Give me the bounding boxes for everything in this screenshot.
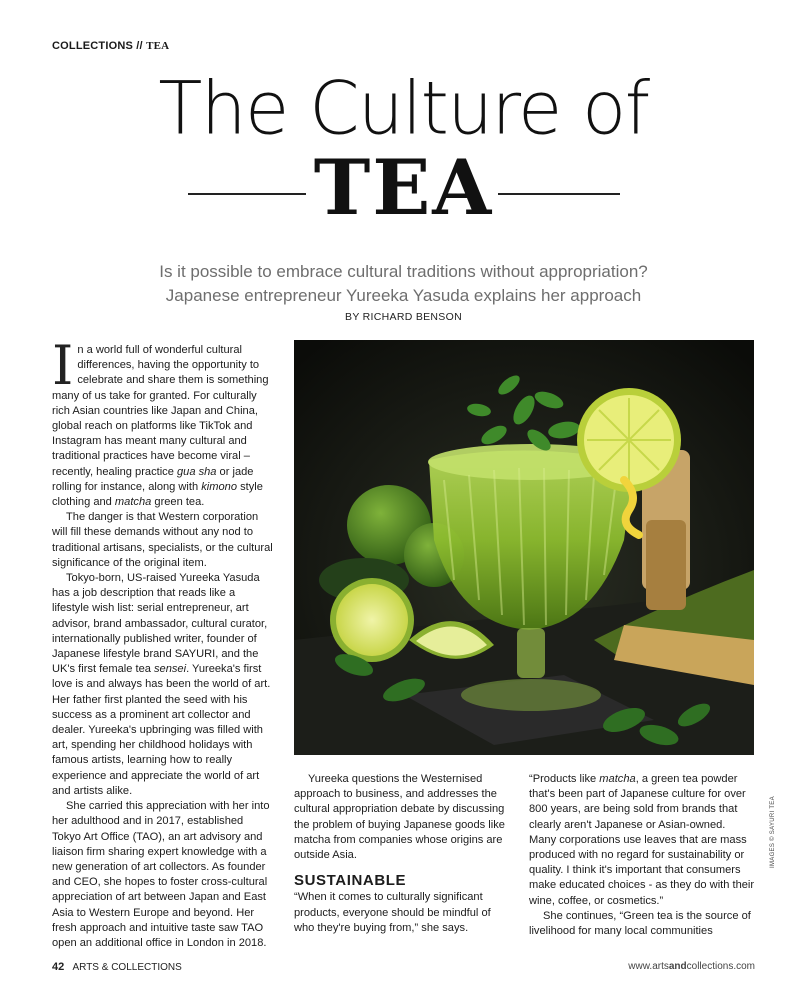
paragraph: She carried this appreciation with her into her adulthood and in 2017, established Tokyo Art Office (TAO), an art advisory and liaison firm sharing expert knowledge with a new generation of art collectors. As founder and CEO, she hopes to foster cross-cultural appreciation of art between Japan and East Asia to Western Europe and beyond. Her fresh approach and intuitive taste saw TAO open an additional office in London in 2018. [52,800,270,949]
title-rule-right [498,193,620,195]
standfirst [0,260,807,308]
matcha-drink-photo [294,340,754,755]
footer-left [52,961,182,973]
section-name: COLLECTIONS // [52,40,143,52]
byline: BY RICHARD BENSON [345,311,462,323]
paragraph: “Products like matcha, a green tea powder that's been part of Japanese culture for over 800 years, are being sold from brands that clearly aren't Japanese or Asian-owned. Many corporations use leaves that are mass produced with no regard for sustainability or quality. I think it's important that consumers make educated choices - as they do with their wine, coffee, or cosmetics.” [529,773,755,907]
paragraph: She continues, “Green tea is the source of livelihood for many local communities [529,909,751,938]
body-column-3 [529,772,755,939]
body-column-1 [52,334,274,951]
paragraph: In a world full of wonderful cultural differences, having the opportunity to celebrate and share them is something many of us take for granted. For culturally rich Asian countries like Japan and China, global reach on platforms like TikTok and Instagram has meant many cultural and traditional practices have become viral – recently, healing practice gua sha or jade rolling for instance, along with kimono style clothing and matcha green tea. [52,334,269,509]
subsection-name: TEA [146,40,170,52]
headline-line2: TEA [313,143,494,232]
headline-line1: The Culture of [158,65,649,151]
paragraph: Yureeka questions the Westernised approach to business, and addresses the cultural appropriation debate by discussing the problem of buying Japanese goods like matcha from companies whose origins are outside Asia. [294,773,505,862]
section-label [52,40,169,52]
paragraph: “When it comes to culturally significant products, everyone should be mindful of who they're buying from,” she says. [294,891,491,934]
standfirst-line1: Is it possible to embrace cultural traditions without appropriation? [159,262,648,281]
standfirst-line2: Japanese entrepreneur Yureeka Yasuda explains her approach [165,286,642,305]
footer-url[interactable]: www.artsandcollections.com [628,961,755,972]
drop-cap: I [52,334,74,397]
subheading: SUSTAINABLE [294,872,407,890]
magazine-name: ARTS & COLLECTIONS [72,962,182,973]
body-column-2 [294,772,510,936]
image-credit: IMAGES © SAYURI TEA [770,796,776,868]
page-number: 42 [52,961,65,973]
paragraph: The danger is that Western corporation will fill these demands without any nod to traditional artisans, specialists, or the cultural significance of the original item. [52,511,273,569]
paragraph: Tokyo-born, US-raised Yureeka Yasuda has a job description that reads like a lifestyle wish list: serial entrepreneur, art advisor, brand ambassador, cultural curator, internationally published writer, founder of Japanese lifestyle brand SAYURI, and the UK's first female tea sensei. Yureeka's first love is and always has been the world of art. Her father first planted the seed with his success as a prominent art collector and dealer. Yureeka's upbringing was filled with art, spending her childhood holidays with famous artists, learning how to really experience and appreciate the world of art and artists alike. [52,572,271,797]
